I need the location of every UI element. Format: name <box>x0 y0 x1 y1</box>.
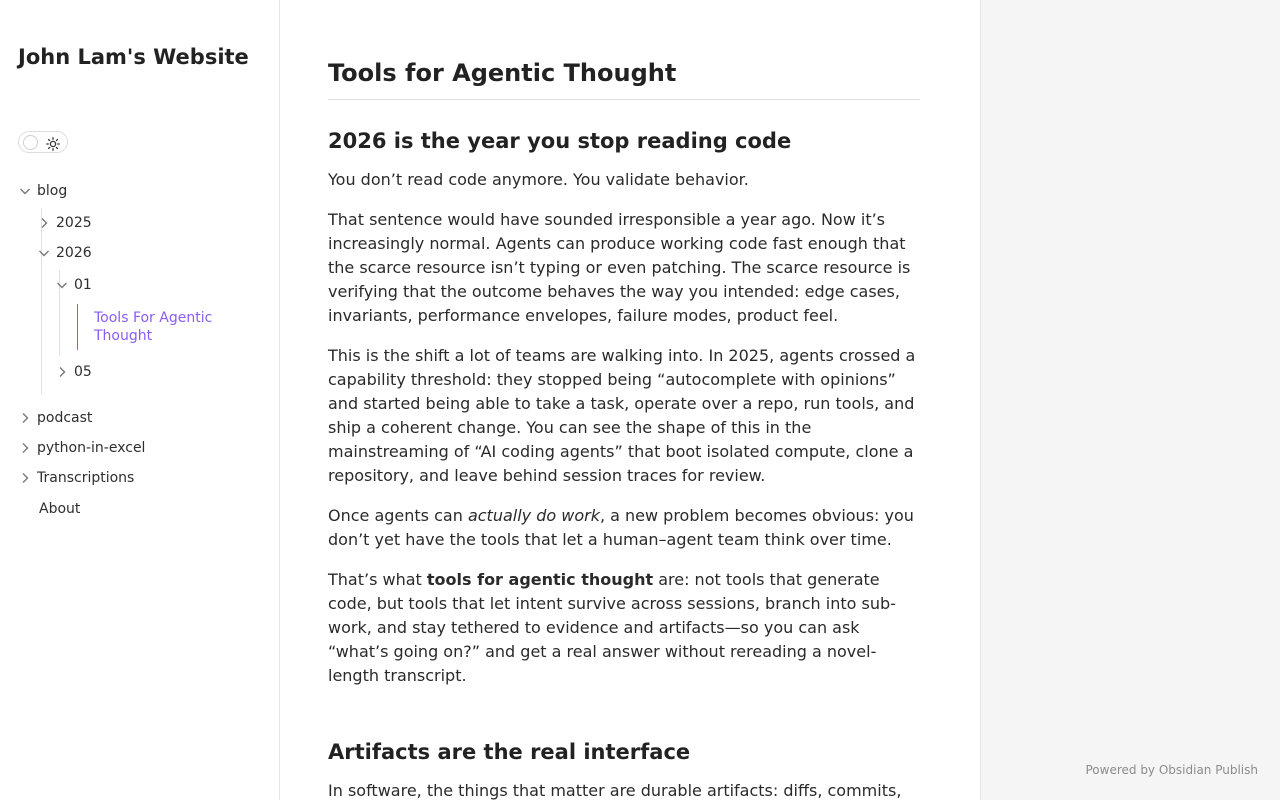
text-run: That’s what <box>328 570 427 589</box>
sidebar-item-about[interactable] <box>39 498 80 520</box>
chevron-down-icon <box>18 184 32 198</box>
sidebar-item-tools-for-agentic-thought[interactable]: Tools For Agentic Thought <box>94 310 213 344</box>
theme-toggle[interactable] <box>18 131 68 153</box>
chevron-right-icon <box>18 441 32 455</box>
paragraph <box>328 568 920 688</box>
emphasis-text: actually do work <box>467 506 600 525</box>
powered-by-link[interactable]: Powered by Obsidian Publish <box>1085 763 1258 777</box>
sidebar-folder-label: 2026 <box>56 245 92 261</box>
sidebar-folder-transcriptions[interactable] <box>18 467 134 489</box>
sidebar-folder-podcast[interactable] <box>18 407 92 429</box>
chevron-right-icon <box>37 216 51 230</box>
sidebar-folder-python-in-excel[interactable] <box>18 437 145 459</box>
page-title: Tools for Agentic Thought <box>328 58 920 100</box>
sidebar-item-label: About <box>39 501 81 517</box>
text-run: Once agents can <box>328 506 468 525</box>
paragraph: In software, the things that matter are durable artifacts: diffs, commits, <box>328 781 902 800</box>
sidebar-folder-label: 01 <box>74 277 92 293</box>
paragraph: You don’t read code anymore. You validate behavior. <box>328 170 749 189</box>
right-sidebar <box>980 0 1280 800</box>
active-item-indicator <box>77 304 78 350</box>
sidebar-folder-label: podcast <box>37 410 93 426</box>
sun-icon <box>46 136 60 150</box>
paragraph: That sentence would have sounded irresponsible a year ago. Now it’s increasingly normal. Agents can produce working code fast enough that the scarce resource isn’t typing or even patching. The scarce resource is verifying that the outcome behaves the way you intended: edge cases, invariants, performance envelopes, failure modes, product feel. <box>328 210 911 325</box>
text-run: are: not tools that generate code, but tools that let intent survive across sessions, branch into sub-work, and stay tethered to evidence and artifacts—so you can ask “what’s going on?” and get a real answer without rereading a novel-length transcript. <box>328 570 896 685</box>
paragraph <box>328 504 920 552</box>
chevron-right-icon <box>18 471 32 485</box>
text-run: , a new problem becomes obvious: you don’t yet have the tools that let a human–agent team think over time. <box>328 506 914 549</box>
site-title[interactable]: John Lam's Website <box>18 45 249 69</box>
chevron-right-icon <box>55 365 69 379</box>
paragraph: This is the shift a lot of teams are walking into. In 2025, agents crossed a capability threshold: they stopped being “autocomplete with opinions” and started being able to take a task, operate over a repo, run tools, and ship a coherent change. You can see the shape of this in the mainstreaming of “AI coding agents” that boot isolated compute, clone a repository, and leave behind session traces for review. <box>328 346 916 485</box>
main-content <box>280 0 980 800</box>
sidebar-folder-label: Transcriptions <box>37 470 135 486</box>
sidebar-folder-2026[interactable] <box>37 242 92 264</box>
sidebar-folder-05[interactable] <box>55 361 92 383</box>
bold-text: tools for agentic thought <box>426 570 654 589</box>
toggle-knob <box>23 135 38 150</box>
chevron-right-icon <box>18 411 32 425</box>
chevron-down-icon <box>55 278 69 292</box>
article <box>328 58 920 800</box>
sidebar <box>0 0 280 800</box>
sidebar-folder-label: 05 <box>74 364 92 380</box>
tree-guide-blog <box>41 208 42 394</box>
sidebar-folder-label: blog <box>37 183 68 199</box>
chevron-down-icon <box>37 246 51 260</box>
sidebar-folder-label: 2025 <box>56 215 92 231</box>
section-heading: 2026 is the year you stop reading code <box>328 129 792 153</box>
sidebar-folder-01[interactable] <box>55 274 92 296</box>
sidebar-folder-blog[interactable] <box>18 180 67 202</box>
section-heading: Artifacts are the real interface <box>328 740 691 764</box>
sidebar-folder-2025[interactable] <box>37 212 92 234</box>
sidebar-folder-label: python-in-excel <box>37 440 146 456</box>
